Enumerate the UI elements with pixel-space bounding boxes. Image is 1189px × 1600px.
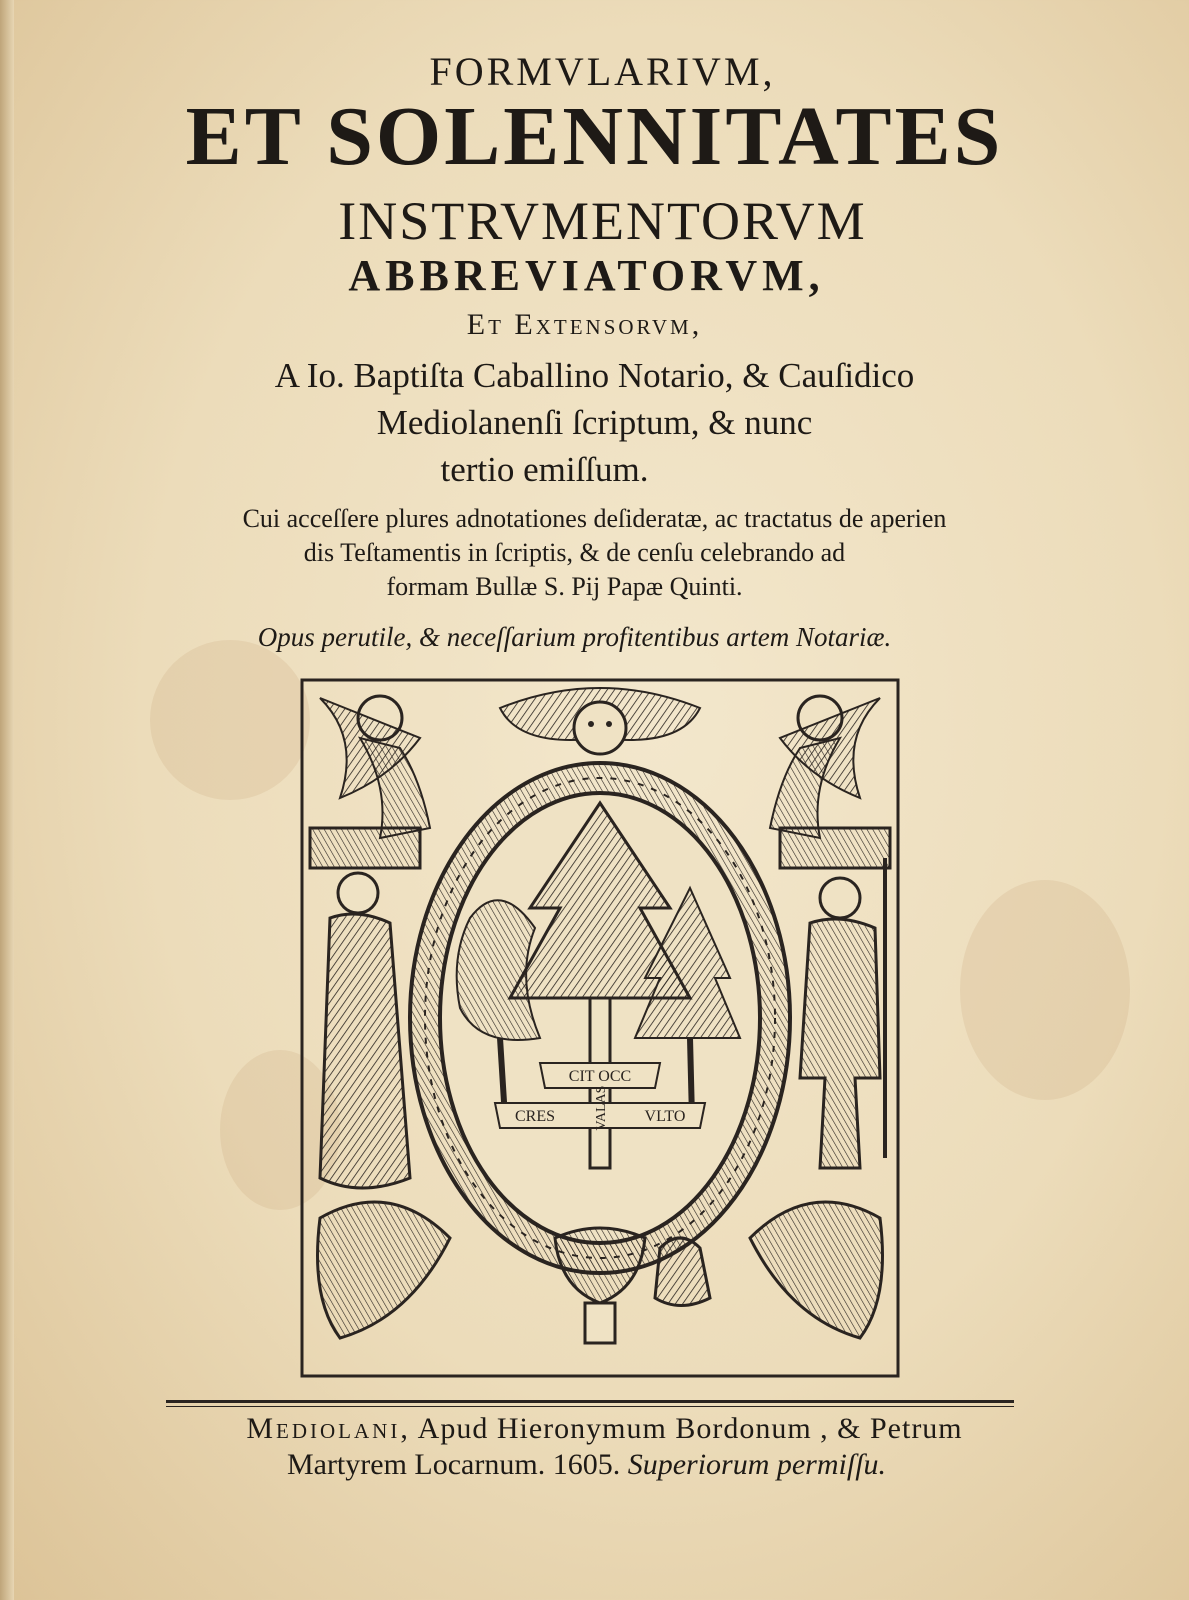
additions-line-3: formam Bullæ S. Pij Papæ Quinti. [386, 572, 743, 601]
imprint-publishers-1: Apud Hieronymum Bordonum , & Petrum [410, 1412, 963, 1445]
female-figure [320, 873, 410, 1188]
foxing-stain [960, 880, 1130, 1100]
imprint-place: Mediolani, [246, 1412, 411, 1445]
title-line-3: INSTRVMENTORVM [338, 191, 867, 251]
motto: Opus perutile, & neceſſarium profitentibus artem Notariæ. [257, 622, 892, 652]
banner-text-left: CRES [514, 1108, 556, 1125]
printers-device-woodcut [300, 678, 900, 1378]
vase [555, 1228, 645, 1343]
soldier-figure [800, 858, 885, 1168]
cat [655, 1238, 710, 1306]
additions-line-2: dis Teſtamentis in ſcriptis, & de cenſu celebrando ad [303, 538, 846, 567]
title-line-2: ET SOLENNITATES [185, 90, 1004, 183]
imprint-permission: Superiorum permiſſu. [620, 1448, 887, 1481]
author-line-3: tertio emiſſum. [440, 450, 649, 489]
banner-text-top: CIT OCC [568, 1068, 632, 1085]
title-line-1: FORMVLARIVM, [429, 49, 776, 94]
cherub-head [500, 688, 700, 754]
imprint-publishers-2: Martyrem Locarnum. 1605. [286, 1448, 621, 1481]
angel-right [770, 696, 880, 838]
additions-line-1: Cui acceſſere plures adnotationes deſideratæ, ac tractatus de aperien [242, 504, 947, 533]
title-line-4: ABBREVIATORVM, [348, 251, 825, 300]
imprint-rule-thin [166, 1406, 1014, 1407]
stem-text: VALAS [594, 1085, 609, 1131]
title-line-5: Et Extensorvm, [466, 308, 703, 341]
foxing-stain [150, 640, 310, 800]
author-line-2: Mediolanenſi ſcriptum, & nunc [376, 403, 813, 442]
imprint-rule [166, 1400, 1014, 1403]
imprint-line-2 [0, 1448, 1181, 1482]
angel-left [320, 696, 430, 838]
imprint-line-1 [10, 1412, 1189, 1446]
banner-text-right: VLTO [644, 1108, 686, 1125]
author-line-1: A Io. Baptiſta Caballino Notario, & Cauſidico [274, 356, 915, 395]
